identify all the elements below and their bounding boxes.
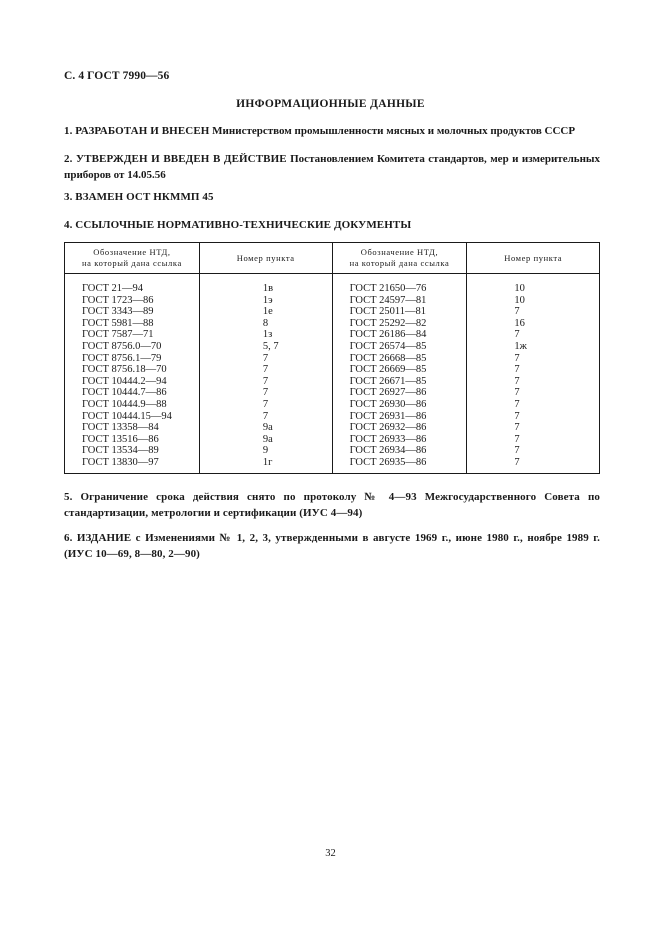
- item-lead: 2. УТВЕРЖДЕН И ВВЕДЕН В ДЕЙСТВИЕ: [64, 153, 287, 165]
- column-header-designation: Обозначение НТД, на который дана ссылка: [332, 243, 467, 274]
- column-header-designation: Обозначение НТД, на который дана ссылка: [65, 243, 200, 274]
- table-cell-clause: 7: [262, 375, 269, 387]
- right-designation-column: [332, 274, 467, 474]
- table-cell-clause: 1г: [262, 456, 273, 468]
- table-cell-designation: ГОСТ 26186—84: [349, 329, 427, 341]
- table-cell-clause: 7: [514, 375, 520, 387]
- table-cell-clause: 7: [514, 433, 520, 445]
- table-cell-clause: 7: [514, 387, 520, 399]
- table-cell-designation: ГОСТ 13516—86: [82, 433, 159, 445]
- table-cell-designation: ГОСТ 10444.15—94: [82, 410, 172, 422]
- table-cell-clause: 7: [262, 398, 269, 410]
- table-cell-clause: 7: [514, 445, 520, 457]
- table-cell-designation: ГОСТ 3343—89: [82, 306, 154, 318]
- table-cell-clause: 1з: [262, 329, 273, 341]
- table-cell-designation: ГОСТ 25011—81: [349, 306, 427, 318]
- right-clause-column: [467, 274, 600, 474]
- table-cell-clause: 7: [514, 306, 520, 318]
- table-cell-designation: ГОСТ 26927—86: [349, 387, 427, 399]
- page-number: 32: [325, 848, 336, 859]
- table-cell-designation: ГОСТ 26671—85: [349, 375, 427, 387]
- table-cell-designation: ГОСТ 5981—88: [82, 317, 154, 329]
- item-lead: 3. ВЗАМЕН ОСТ НКММП 45: [64, 191, 214, 203]
- item-text: Постановлением Комитета стандартов, мер и измерительных приборов от 14.05.56: [64, 153, 601, 181]
- table-cell-designation: ГОСТ 1723—86: [82, 294, 154, 306]
- table-cell-clause: 7: [262, 352, 269, 364]
- table-cell-designation: ГОСТ 26930—86: [349, 398, 427, 410]
- table-cell-clause: 7: [514, 329, 520, 341]
- table-cell-clause: 9а: [262, 433, 273, 445]
- table-body-row: [65, 274, 600, 474]
- table-cell-designation: ГОСТ 26932—86: [349, 422, 427, 434]
- table-cell-clause: 7: [514, 352, 520, 364]
- table-cell-designation: ГОСТ 8756.0—70: [82, 340, 162, 352]
- table-cell-clause: 7: [262, 410, 269, 422]
- table-cell-clause: 1э: [262, 294, 273, 306]
- table-cell-designation: ГОСТ 21—94: [82, 283, 144, 294]
- column-header-clause: Номер пункта: [467, 243, 600, 274]
- item-edition: [64, 531, 600, 562]
- item-lead: 4. ССЫЛОЧНЫЕ НОРМАТИВНО-ТЕХНИЧЕСКИЕ ДОКУМЕНТЫ: [64, 219, 412, 231]
- item-approved: [64, 152, 600, 183]
- item-limitation: [64, 490, 600, 521]
- table-cell-designation: ГОСТ 10444.7—86: [82, 387, 167, 399]
- table-cell-clause: 1ж: [514, 340, 527, 352]
- table-cell-clause: 10: [514, 294, 525, 306]
- table-cell-clause: 7: [262, 387, 269, 399]
- table-cell-clause: 7: [262, 364, 269, 376]
- table-cell-clause: 16: [514, 317, 525, 329]
- table-cell-designation: ГОСТ 26668—85: [349, 352, 427, 364]
- item-replaces: [64, 190, 600, 206]
- table-cell-clause: 7: [514, 398, 520, 410]
- table-cell-designation: ГОСТ 26933—86: [349, 433, 427, 445]
- left-clause-column: [199, 274, 332, 474]
- table-cell-designation: ГОСТ 26669—85: [349, 364, 427, 376]
- table-cell-clause: 1в: [262, 283, 274, 294]
- item-lead: 6. ИЗДАНИЕ с Изменениями № 1, 2, 3, утвержденными в августе 1969 г., июне 1980 г., ноябре 1989 г. (ИУС 10—69, 8—80, 2—90): [64, 532, 600, 560]
- table-cell-designation: ГОСТ 10444.9—88: [82, 398, 167, 410]
- table-cell-clause: 7: [514, 456, 520, 468]
- table-cell-clause: 9: [262, 445, 269, 457]
- table-cell-designation: ГОСТ 26931—86: [349, 410, 427, 422]
- section-title: ИНФОРМАЦИОННЫЕ ДАННЫЕ: [236, 98, 425, 110]
- table-cell-clause: 7: [514, 364, 520, 376]
- table-cell-designation: ГОСТ 24597—81: [349, 294, 427, 306]
- table-cell-clause: 10: [514, 283, 525, 294]
- table-cell-clause: 7: [514, 410, 520, 422]
- table-cell-designation: ГОСТ 26934—86: [349, 445, 427, 457]
- table-cell-clause: 1е: [262, 306, 273, 318]
- table-cell-designation: ГОСТ 13358—84: [82, 422, 159, 434]
- table-cell-designation: ГОСТ 13830—97: [82, 456, 159, 468]
- table-header-row: [65, 243, 600, 274]
- table-cell-designation: ГОСТ 25292—82: [349, 317, 427, 329]
- table-cell-designation: ГОСТ 26935—86: [349, 456, 427, 468]
- item-lead: 5. Ограничение срока действия снято по протоколу № 4—93 Межгосударственного Совета по стандартизации, метрологии и сертификации (ИУС 4—94): [64, 491, 600, 519]
- table-cell-designation: ГОСТ 26574—85: [349, 340, 427, 352]
- references-table: [64, 242, 600, 474]
- left-designation-column: [65, 274, 200, 474]
- item-lead: 1. РАЗРАБОТАН И ВНЕСЕН: [64, 125, 210, 137]
- table-cell-designation: ГОСТ 21650—76: [349, 283, 427, 294]
- table-cell-designation: ГОСТ 13534—89: [82, 445, 159, 457]
- item-references-heading: [64, 218, 600, 234]
- table-cell-designation: ГОСТ 8756.18—70: [82, 364, 167, 376]
- table-cell-clause: 9а: [262, 422, 273, 434]
- column-header-clause: Номер пункта: [199, 243, 332, 274]
- table-cell-designation: ГОСТ 10444.2—94: [82, 375, 167, 387]
- page-header: С. 4 ГОСТ 7990—56: [64, 70, 170, 82]
- item-developed: [64, 124, 600, 140]
- item-text: Министерством промышленности мясных и молочных продуктов СССР: [212, 125, 576, 137]
- table-cell-designation: ГОСТ 8756.1—79: [82, 352, 162, 364]
- table-cell-designation: ГОСТ 7587—71: [82, 329, 154, 341]
- table-cell-clause: 5, 7: [262, 340, 279, 352]
- table-cell-clause: 7: [514, 422, 520, 434]
- table-cell-clause: 8: [262, 317, 269, 329]
